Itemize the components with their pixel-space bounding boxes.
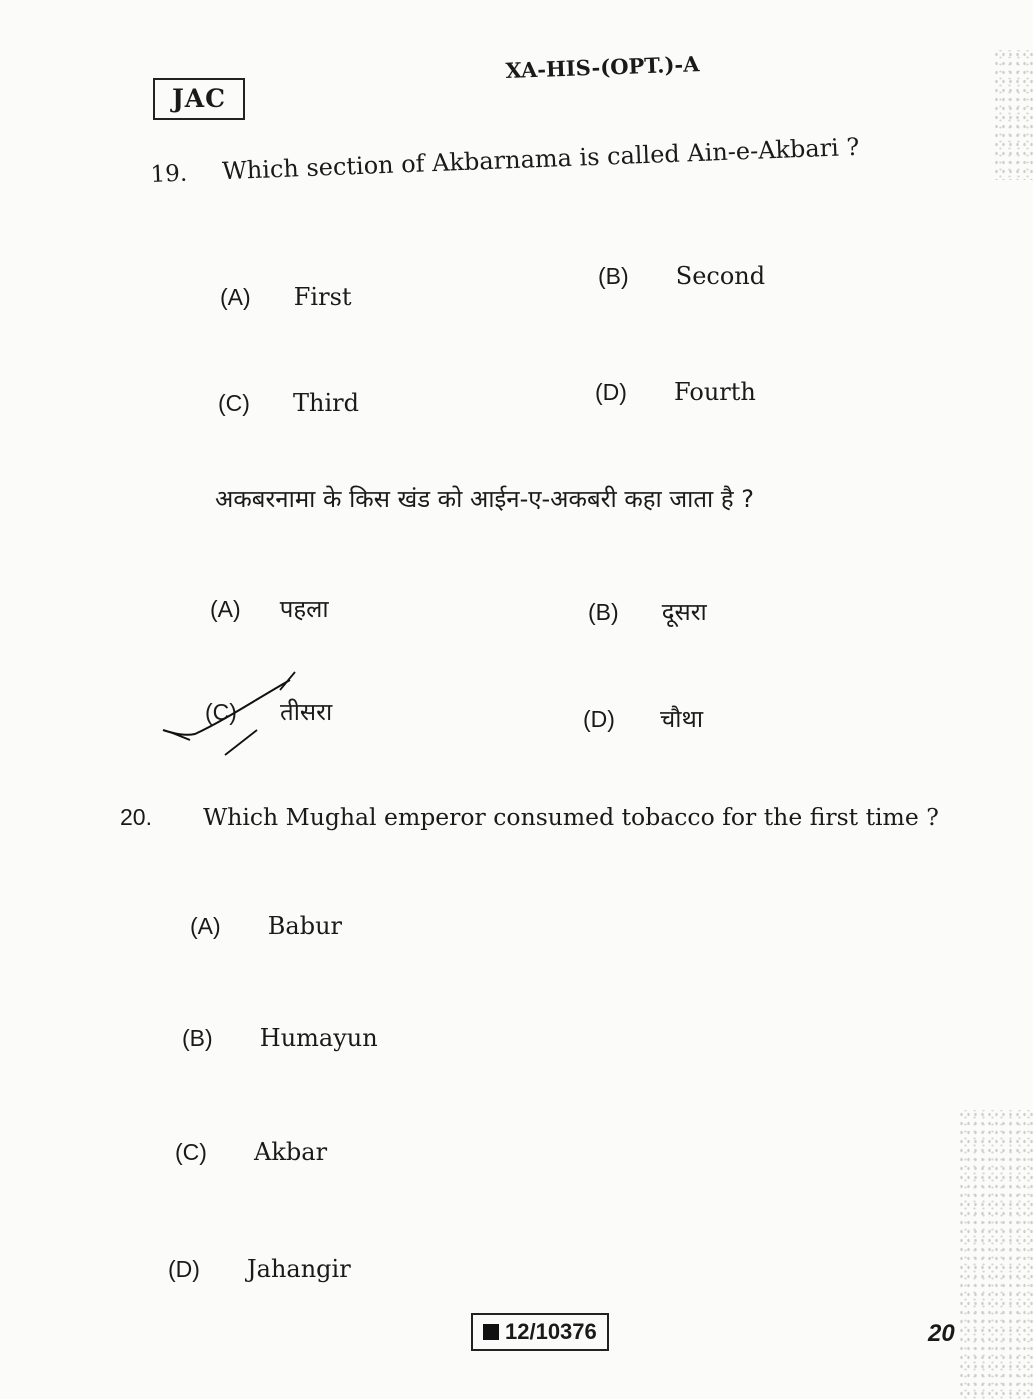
q19-hindi-option-a <box>210 592 329 625</box>
square-icon <box>483 1324 499 1340</box>
option-label: (B) <box>598 263 629 289</box>
option-text: Babur <box>267 912 343 940</box>
option-label: (C) <box>175 1139 207 1165</box>
option-label: (A) <box>220 284 251 310</box>
option-text: तीसरा <box>280 698 333 726</box>
q20-option-c <box>175 1138 327 1166</box>
question-number: 19. <box>150 160 188 188</box>
footer-code: 12/10376 <box>505 1319 597 1344</box>
option-text: First <box>293 283 352 311</box>
option-label: (D) <box>595 379 627 405</box>
q19-option-c <box>218 389 359 417</box>
option-text: चौथा <box>660 705 704 733</box>
jac-badge: JAC <box>153 78 245 120</box>
question-19 <box>150 131 911 188</box>
option-text: Fourth <box>674 378 756 406</box>
q20-option-d <box>168 1255 351 1283</box>
option-label: (A) <box>190 913 221 939</box>
option-text: Humayun <box>259 1024 378 1052</box>
option-label: (D) <box>168 1256 200 1282</box>
scan-noise <box>993 50 1033 180</box>
q20-option-b <box>182 1024 378 1052</box>
question-text: Which section of Akbarnama is called Ain-e-Akbari ? <box>221 132 860 186</box>
option-text: Third <box>293 389 360 417</box>
q19-hindi-option-b <box>588 595 707 628</box>
q19-option-a <box>220 283 352 311</box>
option-label: (A) <box>210 596 241 622</box>
paper-code: XA-HIS-(OPT.)-A <box>505 51 700 83</box>
q19-hindi-option-d <box>583 702 703 735</box>
handwritten-tick-mark <box>155 660 315 765</box>
footer-code-box <box>471 1313 609 1351</box>
option-text: Jahangir <box>247 1255 351 1283</box>
option-label: (C) <box>205 699 237 725</box>
q20-option-a <box>190 912 342 940</box>
q19-option-d <box>595 378 756 406</box>
question-number: 20. <box>120 804 152 830</box>
option-label: (C) <box>218 390 250 416</box>
question-20 <box>120 803 939 831</box>
option-text: पहला <box>279 595 329 623</box>
option-label: (D) <box>583 706 615 732</box>
option-text: दूसरा <box>661 598 707 626</box>
q19-option-b <box>598 262 765 290</box>
question-text: Which Mughal emperor consumed tobacco for the first time ? <box>203 803 939 831</box>
scan-noise <box>958 1110 1033 1399</box>
question-19-hindi: अकबरनामा के किस खंड को आईन-ए-अकबरी कहा जाता है ? <box>215 485 754 513</box>
option-text: Akbar <box>254 1138 328 1166</box>
page-number: 20 <box>928 1320 955 1347</box>
option-label: (B) <box>588 599 619 625</box>
option-label: (B) <box>182 1025 213 1051</box>
option-text: Second <box>675 262 766 290</box>
